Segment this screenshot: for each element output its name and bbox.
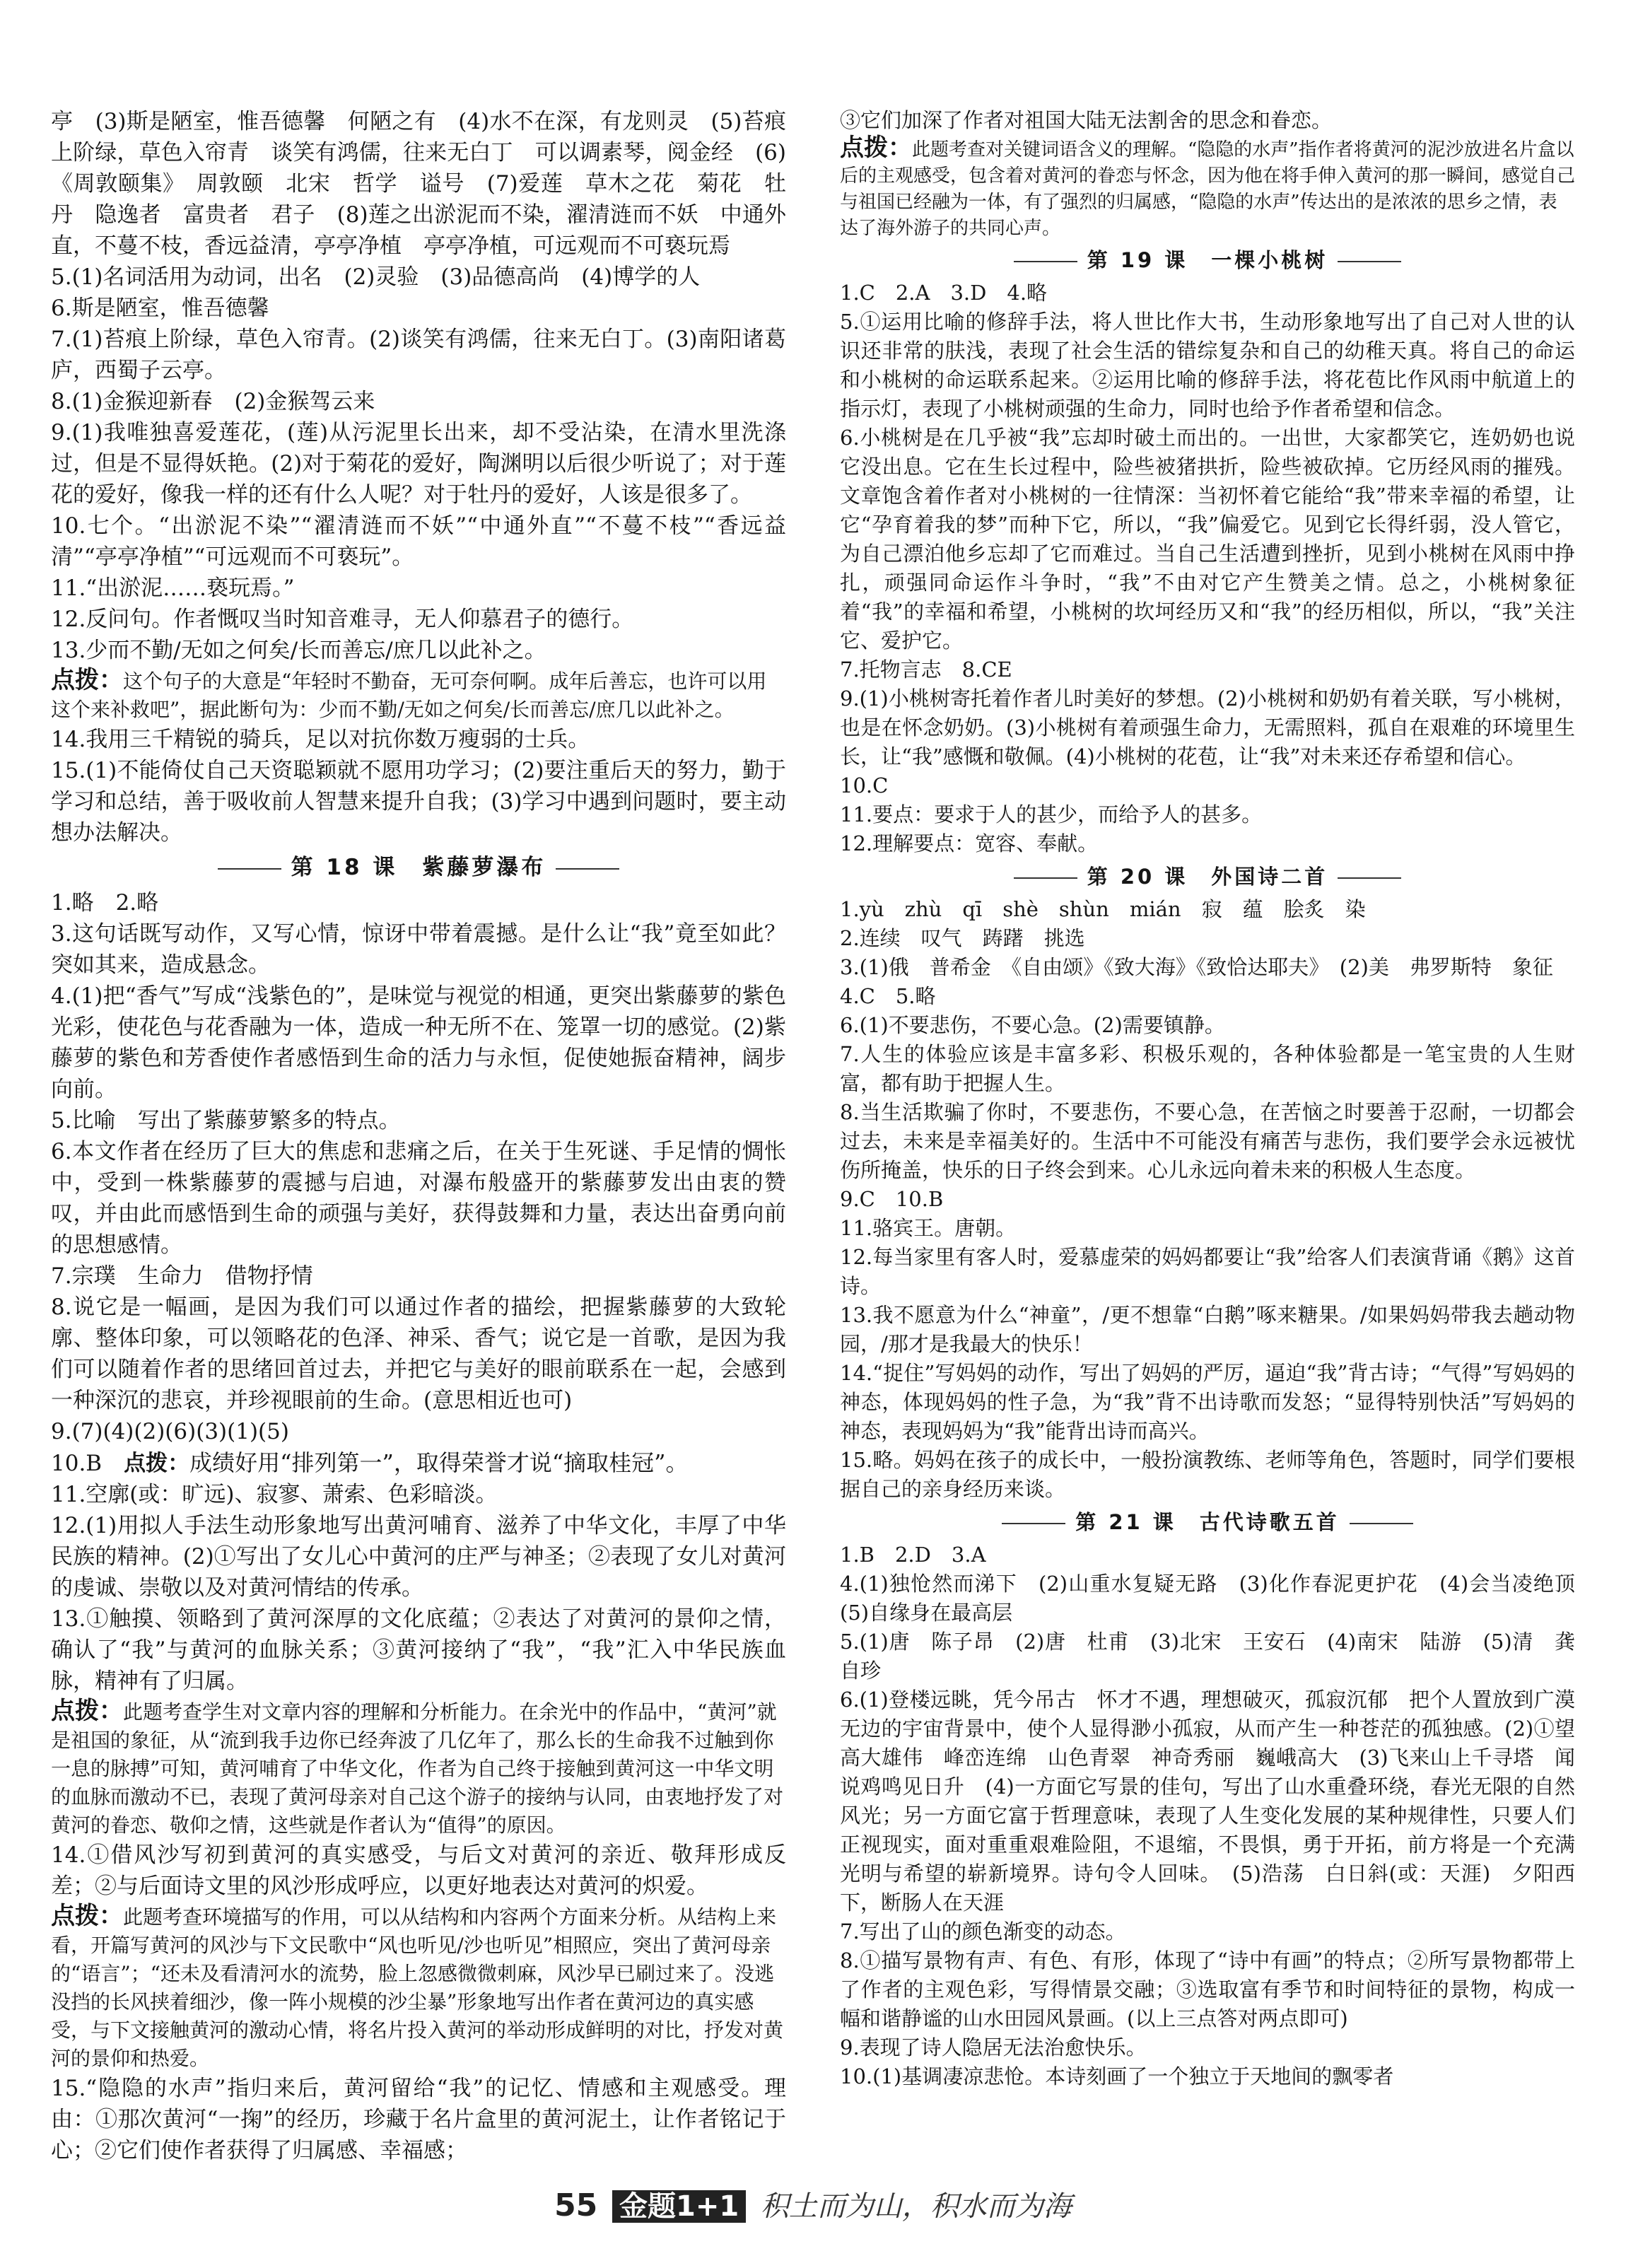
answer-item [840, 1040, 1575, 1098]
answer-item [840, 1627, 1575, 1685]
hint-label: 点拨： [51, 1697, 123, 1725]
answer-item [840, 1685, 1596, 1917]
answer-item [51, 1479, 786, 1510]
answer-item [840, 1946, 1575, 2033]
answer-item [51, 1510, 786, 1603]
answer-text: 11.空廓(或：旷远)、寂寥、萧索、色彩暗淡。 [51, 1482, 498, 1507]
answer-text: 14.我用三千精锐的骑兵，足以对抗你数万瘦弱的士兵。 [51, 727, 590, 752]
answer-text: 1.yù zhù qī shè shùn mián 寂 蕴 脍炙 染 [840, 897, 1366, 921]
answer-item [51, 324, 786, 386]
hint-note [51, 1697, 786, 1840]
answer-text: 2.连续 叹气 踌躇 挑选 [840, 926, 1085, 950]
hint-text: 此题考查学生对文章内容的理解和分析能力。在余光中的作品中，“黄河”就是祖国的象征，从“流到我手边你已经奔波了几亿年了，那么长的生命我不过触到你一息的脉搏”可知，黄河哺育了中华文化，作者为自己终于接触到黄河这一中华文明的血脉而激动不已，表现了黄河母亲对自己这个游子的接纳与认同，由衷地抒发了对黄河的眷恋、敬仰之情，这些就是作者认为“值得”的原因。 [51, 1700, 784, 1837]
lesson-heading-text: 第 19 课 一棵小桃树 [1087, 248, 1328, 272]
answer-item [51, 887, 786, 918]
answer-item [51, 510, 786, 573]
answer-item [51, 1447, 786, 1479]
answer-item [840, 1098, 1575, 1185]
answer-text: 8.(1)金猴迎新春 (2)金猴驾云来 [51, 389, 375, 414]
answer-item [840, 1214, 1575, 1243]
answer-item [840, 982, 1575, 1011]
answer-text: 7.托物言志 8.CE [840, 657, 1012, 682]
answer-text: 5.比喻 写出了紫藤萝繁多的特点。 [51, 1108, 401, 1133]
lesson-heading [51, 851, 786, 884]
answer-text: 11.要点：要求于人的甚少，而给予人的甚多。 [840, 802, 1263, 826]
answer-text: 7.宗璞 生命力 借物抒情 [51, 1263, 313, 1289]
answer-item [840, 1243, 1575, 1301]
answer-text: 6.斯是陋室，惟吾德馨 [51, 296, 269, 321]
answer-item [840, 895, 1575, 924]
answer-item [840, 924, 1575, 953]
answer-text: 7.(1)苔痕上阶绿，草色入帘青。(2)谈笑有鸿儒，往来无白丁。(3)南阳诸葛庐，西蜀子云亭。 [51, 327, 786, 383]
answer-text: 9.(7)(4)(2)(6)(3)(1)(5) [51, 1419, 289, 1444]
answer-item [51, 918, 786, 981]
answer-text: 10.(1)基调凄凉悲怆。本诗刻画了一个独立于天地间的飘零者 [840, 2064, 1394, 2088]
answer-item [51, 1292, 786, 1416]
hint-note [840, 135, 1575, 242]
answer-item [51, 755, 786, 848]
lesson-heading-text: 第 21 课 古代诗歌五首 [1075, 1510, 1340, 1534]
answer-text: 6.本文作者在经历了巨大的焦虑和悲痛之后，在关于生死谜、手足情的惆怅中，受到一株紫藤萝的震撼与启迪，对瀑布般盛开的紫藤萝发出由衷的赞叹，并由此而感悟到生命的顽强与美好，获得鼓舞和力量，表达出奋勇向前的思想感情。 [51, 1139, 786, 1258]
answer-item [840, 2062, 1575, 2091]
answer-text: 12.理解要点：宽容、奉献。 [840, 831, 1099, 855]
answer-text: 1.B 2.D 3.A [840, 1543, 986, 1567]
answer-item [840, 1446, 1575, 1504]
answer-item [51, 293, 786, 324]
hint-note [51, 1902, 786, 2073]
answer-item [840, 308, 1575, 423]
answer-text: ③它们加深了作者对祖国大陆无法割舍的思念和眷恋。 [840, 108, 1333, 132]
answer-item [840, 1011, 1575, 1040]
answer-text: 15.(1)不能倚仗自己天资聪颖就不愿用功学习；(2)要注重后天的努力，勤于学习和总结，善于吸收前人智慧来提升自我；(3)学习中遇到问题时，要主动想办法解决。 [51, 758, 786, 846]
lesson-heading [840, 1507, 1575, 1538]
answer-item [840, 655, 1575, 684]
answer-text: 8.说它是一幅画，是因为我们可以通过作者的描绘，把握紫藤萝的大致轮廓、整体印象，可以领略花的色泽、神采、香气；说它是一首歌，是因为我们可以随着作者的思绪回首过去，并把它与美好的眼前联系在一起，会感到一种深沉的悲哀，并珍视眼前的生命。(意思相近也可) [51, 1294, 786, 1413]
answer-item [51, 635, 786, 666]
answer-text: 9.(1)我唯独喜爱莲花，(莲)从污泥里长出来，却不受沾染，在清水里洗涤过，但是不显得妖艳。(2)对于菊花的爱好，陶渊明以后很少听说了；对于莲花的爱好，像我一样的还有什么人呢？对于牡丹的爱好，人该是很多了。 [51, 420, 786, 508]
answer-text: 3.(1)俄 普希金 《自由颂》《致大海》《致恰达耶夫》 (2)美 弗罗斯特 象征 [840, 955, 1553, 979]
answer-text: 13.①触摸、领略到了黄河深厚的文化底蕴；②表达了对黄河的景仰之情，确认了“我”与黄河的血脉关系；③黄河接纳了“我”，“我”汇入中华民族血脉，精神有了归属。 [51, 1606, 786, 1694]
answer-text: 15.“隐隐的水声”指归来后，黄河留给“我”的记忆、情感和主观感受。理由：①那次黄河“一掬”的经历，珍藏于名片盒里的黄河泥土，让作者铭记于心；②它们使作者获得了归属感、幸福感； [51, 2076, 786, 2163]
answer-item [51, 106, 786, 262]
answer-text: 1.略 2.略 [51, 890, 159, 916]
answer-item [51, 981, 786, 1105]
answer-text: 9.C 10.B [840, 1187, 944, 1211]
answer-text: 9.表现了诗人隐居无法治愈快乐。 [840, 2035, 1147, 2059]
hint-note [51, 666, 786, 724]
brand-logo: 金题1+1 [612, 2190, 746, 2223]
answer-item [840, 423, 1575, 655]
answer-text: 10.C [840, 773, 889, 797]
answer-text: 5.(1)名词活用为动词，出名 (2)灵验 (3)品德高尚 (4)博学的人 [51, 264, 701, 290]
answer-text: 3.这句话既写动作，又写心情，惊讶中带着震撼。是什么让“我”竟至如此？突如其来，造成悬念。 [51, 921, 786, 978]
answer-text: 7.写出了山的颜色渐变的动态。 [840, 1919, 1126, 1943]
answer-item [51, 573, 786, 604]
answer-item [840, 106, 1575, 135]
answer-item [840, 1301, 1575, 1359]
answer-text: 8.当生活欺骗了你时，不要悲伤，不要心急，在苦恼之时要善于忍耐，一切都会过去，未来是幸福美好的。生活中不可能没有痛苦与悲伤，我们要学会永远被忧伤所掩盖，快乐的日子终会到来。心儿永远向着未来的积极人生态度。 [840, 1100, 1575, 1182]
answer-text: 4.(1)把“香气”写成“浅紫色的”，是味觉与视觉的相通，更突出紫藤萝的紫色光彩，使花色与花香融为一体，造成一种无所不在、笼罩一切的感觉。(2)紫藤萝的紫色和芳香使作者感悟到生命的活力与永恒，促使她振奋精神，阔步向前。 [51, 983, 786, 1102]
answer-text: 5.(1)唐 陈子昂 (2)唐 杜甫 (3)北宋 王安石 (4)南宋 陆游 (5)清 龚自珍 [840, 1630, 1575, 1683]
answer-item [840, 1541, 1575, 1570]
answer-item [51, 1840, 786, 1902]
answer-item [51, 1261, 786, 1292]
answer-text: 1.C 2.A 3.D 4.略 [840, 281, 1048, 305]
answer-item [840, 953, 1575, 982]
page-footer [0, 2185, 1626, 2228]
answer-item [840, 800, 1575, 829]
answer-text: 6.小桃树是在几乎被“我”忘却时破土而出的。一出世，大家都笑它，连奶奶也说它没出息。它在生长过程中，险些被猪拱折，险些被砍掉。它历经风雨的摧残。文章饱含着作者对小桃树的一往情深：当初怀着它能给“我”带来幸福的希望，让它“孕育着我的梦”而种下它，所以，“我”偏爱它。见到它长得纤弱，没人管它，为自己漂泊他乡忘却了它而难过。当自己生活遭到挫折，见到小桃树在风雨中挣扎，顽强同命运作斗争时，“我”不由对它产生赞美之情。总之，小桃树象征着“我”的幸福和希望，小桃树的坎坷经历又和“我”的经历相似，所以，“我”关注它、爱护它。 [840, 426, 1575, 653]
answer-text: 13.少而不勤/无如之何矣/长而善忘/庶几以此补之。 [51, 638, 546, 663]
answer-item [840, 684, 1575, 771]
answer-item [51, 262, 786, 293]
answer-item [840, 829, 1575, 858]
answer-item [840, 1570, 1596, 1627]
answer-text: 10.七个。“出淤泥不染”“濯清涟而不妖”“中通外直”“不蔓不枝”“香远益清”“亭亭净植”“可远观而不可亵玩”。 [51, 513, 786, 570]
answer-item [51, 417, 786, 510]
answer-text: 15.略。妈妈在孩子的成长中，一般扮演教练、老师等角色，答题时，同学们要根据自己的亲身经历来谈。 [840, 1448, 1575, 1501]
answer-text: 9.(1)小桃树寄托着作者儿时美好的梦想。(2)小桃树和奶奶有着关联，写小桃树，也是在怀念奶奶。(3)小桃树有着顽强生命力，无需照料，孤自在艰难的环境里生长，让“我”感慨和敬佩。(4)小桃树的花苞，让“我”对未来还存希望和信心。 [840, 686, 1575, 768]
answer-item [51, 1603, 786, 1697]
answer-item [51, 604, 786, 635]
hint-text: 这个句子的大意是“年轻时不勤奋，无可奈何啊。成年后善忘，也许可以用这个来补救吧”，据此断句为：少而不勤/无如之何矣/长而善忘/庶几以此补之。 [51, 670, 767, 721]
lesson-heading [840, 861, 1575, 892]
left-column [51, 106, 786, 2166]
answer-item [840, 771, 1575, 800]
answer-text: 10.B [51, 1451, 103, 1476]
answer-text: 14.“捉住”写妈妈的动作，写出了妈妈的严厉，逼迫“我”背古诗；“气得”写妈妈的神态，体现妈妈的性子急，为“我”背不出诗歌而发怒；“显得特别快活”写妈妈的神态，表现妈妈为“我”能背出诗而高兴。 [840, 1361, 1575, 1443]
answer-text: 14.①借风沙写初到黄河的真实感受，与后文对黄河的亲近、敬拜形成反差；②与后面诗文里的风沙形成呼应，以更好地表达对黄河的炽爱。 [51, 1842, 786, 1899]
right-column [840, 106, 1596, 2091]
answer-text: 11.骆宾王。唐朝。 [840, 1216, 1017, 1240]
answer-item [840, 279, 1575, 308]
answer-text: 12.(1)用拟人手法生动形象地写出黄河哺育、滋养了中华文化，丰厚了中华民族的精神。(2)①写出了女儿心中黄河的庄严与神圣；②表现了女儿对黄河的虔诚、崇敬以及对黄河情结的传承。 [51, 1513, 786, 1601]
answer-text: 11.“出淤泥……亵玩焉。” [51, 575, 295, 601]
answer-item [840, 1359, 1575, 1446]
lesson-heading-text: 第 18 课 紫藤萝瀑布 [291, 855, 546, 880]
answer-text: 6.(1)登楼远眺，凭今吊古 怀才不遇，理想破灭，孤寂沉郁 把个人置放到广漠无边的宇宙背景中，使个人显得渺小孤寂，从而产生一种苍茫的孤独感。(2)①望 高大雄伟 峰峦连绵 山色青翠 神奇秀丽 巍峨高大 (3)飞来山上千寻塔 闻说鸡鸣见日升 (4)一方面它写景的佳句，写出了山水重叠环绕，春光无限的自然风光；另一方面它富于哲理意味，表现了人生变化发展的某种规律性，只要人们正视现实，面对重重艰难险阻，不退缩，不畏惧，勇于开拓，前方将是一个充满光明与希望的崭新境界。诗句令人回味。 (5)浩荡 白日斜(或：天涯) 夕阳西下，断肠人在天涯 [840, 1688, 1596, 1915]
answer-item [51, 1416, 786, 1447]
lesson-heading-text: 第 20 课 外国诗二首 [1087, 865, 1328, 889]
hint-text: 成绩好用“排列第一”，取得荣誉才说“摘取桂冠”。 [189, 1449, 689, 1476]
answer-item [51, 2073, 786, 2166]
hint-label: 点拨： [840, 134, 912, 162]
answer-text: 7.人生的体验应该是丰富多彩、积极乐观的，各种体验都是一笔宝贵的人生财富，都有助于把握人生。 [840, 1042, 1575, 1095]
hint-text: 此题考查对关键词语含义的理解。“隐隐的水声”指作者将黄河的泥沙放进名片盒以后的主观感受，包含着对黄河的眷恋与怀念，因为他在将手伸入黄河的那一瞬间，感觉自己与祖国已经融为一体，有了强烈的归属感，“隐隐的水声”传达出的是浓浓的思乡之情，表达了海外游子的共同心声。 [840, 139, 1576, 239]
hint-label: 点拨： [51, 666, 123, 694]
answer-text: 6.(1)不要悲伤，不要心急。(2)需要镇静。 [840, 1013, 1225, 1037]
answer-text: 12.每当家里有客人时，爱慕虚荣的妈妈都要让“我”给客人们表演背诵《鹅》这首诗。 [840, 1245, 1575, 1298]
answer-text: 4.(1)独怆然而涕下 (2)山重水复疑无路 (3)化作春泥更护花 (4)会当凌绝顶 (5)自缘身在最高层 [840, 1572, 1596, 1625]
hint-text: 此题考查环境描写的作用，可以从结构和内容两个方面来分析。从结构上来看，开篇写黄河的风沙与下文民歌中“风也听见/沙也听见”相照应，突出了黄河母亲的“语言”；“还未及看清河水的流势，脸上忽感微微刺麻，风沙早已刷过来了。没逃没挡的长风挟着细沙，像一阵小规模的沙尘暴”形象地写出作者在黄河边的真实感受，与下文接触黄河的激动心情，将名片投入黄河的举动形成鲜明的对比，抒发对黄河的景仰和热爱。 [51, 1905, 784, 2070]
answer-text: 13.我不愿意为什么“神童”，/更不想靠“白鹅”啄来糖果。/如果妈妈带我去趟动物园，/那才是我最大的快乐！ [840, 1303, 1575, 1356]
lesson-heading [840, 245, 1575, 276]
hint-label: 点拨： [51, 1902, 123, 1930]
answer-item [840, 1917, 1575, 1946]
answer-text: 8.①描写景物有声、有色、有形，体现了“诗中有画”的特点；②所写景物都带上了作者的主观色彩，写得情景交融；③选取富有季节和时间特征的景物，构成一幅和谐静谧的山水田园风景画。(以上三点答对两点即可) [840, 1948, 1575, 2030]
answer-item [51, 1136, 786, 1261]
answer-item [840, 1185, 1575, 1214]
answer-text: 亭 (3)斯是陋室，惟吾德馨 何陋之有 (4)水不在深，有龙则灵 (5)苔痕上阶绿，草色入帘青 谈笑有鸿儒，往来无白丁 可以调素琴，阅金经 (6)《周敦颐集》 周敦颐 北宋 哲学 谥号 (7)爱莲 草木之花 菊花 牡丹 隐逸者 富贵者 君子 (8)莲之出淤泥而不染，濯清涟而不妖 中通外直，不蔓不枝，香远益清，亭亭净植 亭亭净植，可远观而不可亵玩焉 [51, 109, 786, 259]
footer-motto: 积土而为山，积水而为海 [760, 2190, 1072, 2223]
hint-label: 点拨： [124, 1451, 190, 1476]
answer-item [51, 386, 786, 417]
page-number: 55 [554, 2187, 598, 2223]
answer-text: 4.C 5.略 [840, 984, 936, 1008]
answer-item [840, 2033, 1575, 2062]
answer-item [51, 724, 786, 755]
answer-text: 12.反问句。作者慨叹当时知音难寻，无人仰慕君子的德行。 [51, 607, 634, 632]
answer-item [51, 1105, 786, 1136]
answer-text: 5.①运用比喻的修辞手法，将人世比作大书，生动形象地写出了自己对人世的认识还非常的肤浅，表现了社会生活的错综复杂和自己的幼稚天真。将自己的命运和小桃树的命运联系起来。②运用比喻的修辞手法，将花苞比作风雨中航道上的指示灯，表现了小桃树顽强的生命力，同时也给予作者希望和信念。 [840, 310, 1575, 421]
